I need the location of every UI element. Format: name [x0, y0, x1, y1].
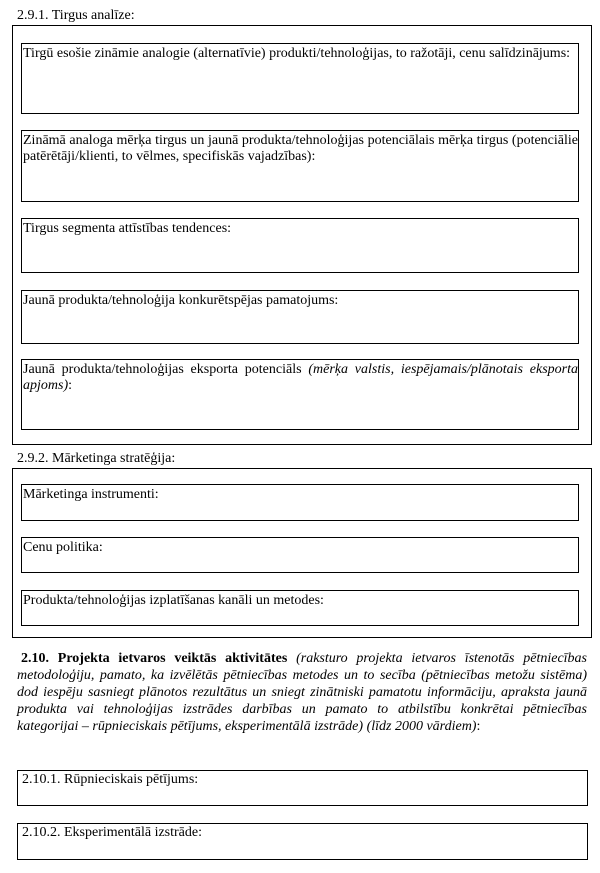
- pricing-policy-label: Cenu politika:: [23, 540, 103, 555]
- export-potential-label: Jaunā produkta/tehnoloģijas eksporta potenciāls: [23, 362, 302, 377]
- market-analysis-heading: 2.9.1. Tirgus analīze:: [17, 8, 135, 23]
- activities-hint: (raksturo projekta ietvaros īstenotās pētniecības metodoloģiju, pamato, ka izvēlētās pētniecības metodes un to secība (pētniecības metožu sistēma) dod iespēju sasniegt plānotos rezultātus un sniegt zinātniski pamatotu informāciju, apraksta jaunā produkta vai tehnoloģijas izstrādes darbības un pamato to atbilstību konkrētai pētniecības kategorijai – rūpnieciskais pētījums, eksperimentālā izstrāde) (līdz 2000 vārdiem): [17, 651, 587, 734]
- industrial-research-label: 2.10.1. Rūpnieciskais pētījums:: [22, 772, 199, 787]
- distribution-channels-field[interactable]: [21, 590, 579, 626]
- marketing-tools-field[interactable]: [21, 484, 579, 521]
- marketing-strategy-heading: 2.9.2. Mārketinga stratēģija:: [17, 451, 176, 466]
- pricing-policy-field[interactable]: [21, 537, 579, 573]
- activities-title: 2.10. Projekta ietvaros veiktās aktivitātes: [21, 651, 288, 666]
- competitiveness-label: Jaunā produkta/tehnoloģija konkurētspējas pamatojums:: [23, 293, 339, 308]
- export-potential-field[interactable]: [21, 359, 579, 430]
- export-potential-colon: :: [68, 378, 73, 393]
- industrial-research-field[interactable]: [17, 770, 588, 806]
- distribution-channels-label: Produkta/tehnoloģijas izplatīšanas kanāli un metodes:: [23, 593, 324, 608]
- target-market-field[interactable]: [21, 130, 579, 202]
- marketing-tools-label: Mārketinga instrumenti:: [23, 487, 159, 502]
- activities-description: [17, 650, 587, 735]
- analogues-field[interactable]: [21, 43, 579, 114]
- target-market-label: Zināmā analoga mērķa tirgus un jaunā produkta/tehnoloģijas potenciālais mērķa tirgus (potenciālie patērētāji/klienti, to vēlmes, specifiskās vajadzības):: [23, 133, 578, 164]
- activities-colon: :: [476, 719, 481, 734]
- segment-trends-label: Tirgus segmenta attīstības tendences:: [23, 221, 232, 236]
- experimental-development-field[interactable]: [17, 823, 588, 860]
- competitiveness-field[interactable]: [21, 290, 579, 344]
- export-potential-hint: (mērķa valstis, iespējamais/plānotais eksporta apjoms): [23, 362, 578, 393]
- segment-trends-field[interactable]: [21, 218, 579, 273]
- experimental-development-label: 2.10.2. Eksperimentālā izstrāde:: [22, 825, 202, 840]
- analogues-label: Tirgū esošie zināmie analogie (alternatīvie) produkti/tehnoloģijas, to ražotāji, cenu salīdzinājums:: [23, 46, 571, 61]
